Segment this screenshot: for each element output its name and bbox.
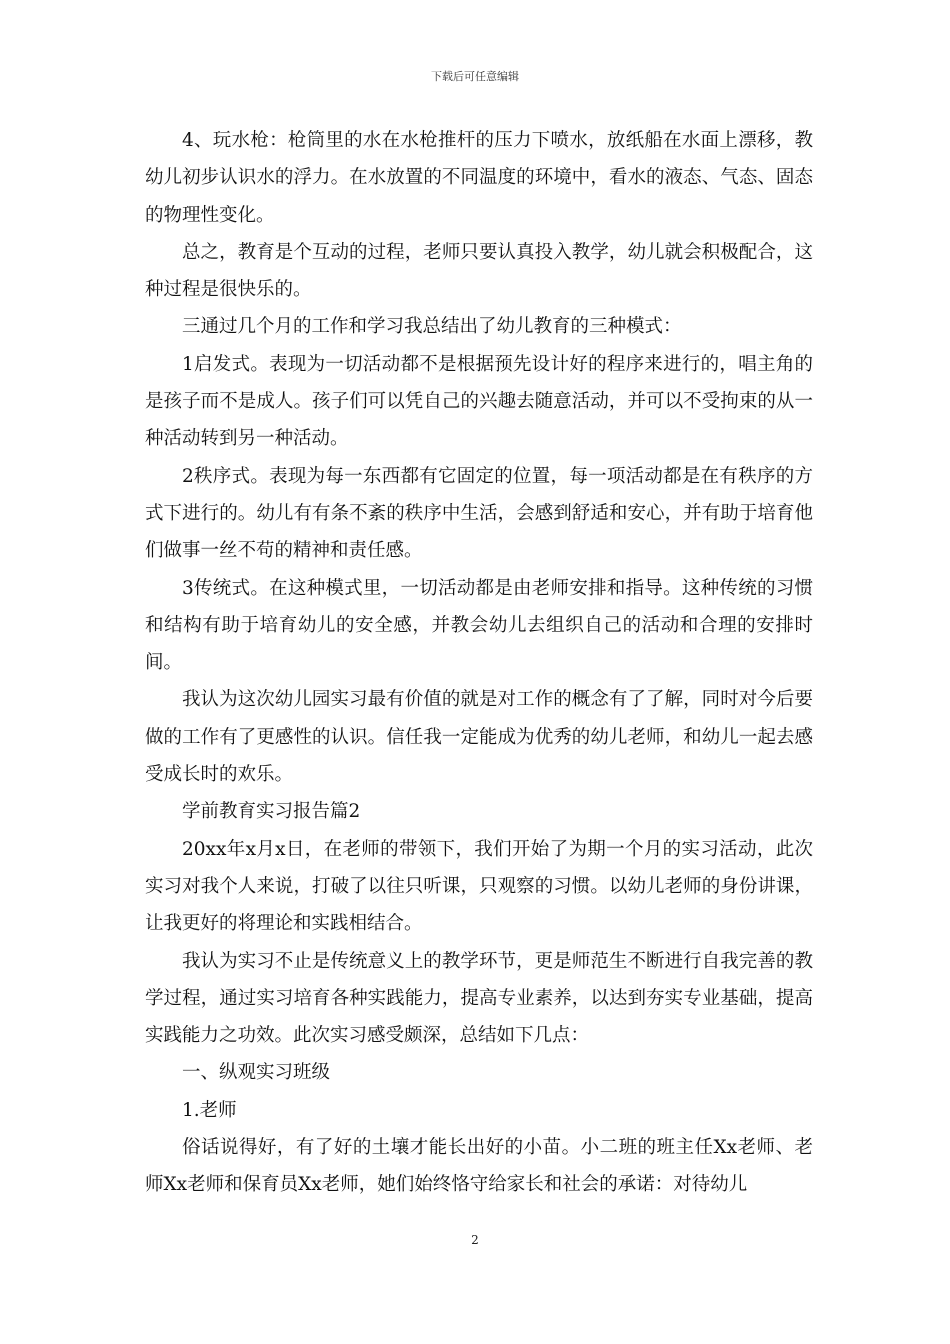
heading-teachers: 1.老师 xyxy=(182,1099,237,1121)
paragraph-heuristic-mode: 1启发式。表现为一切活动都不是根据预先设计好的程序来进行的，唱主角的是孩子而不是成人。孩子们可以凭自己的兴趣去随意活动，并可以不受拘束的从一种活动转到另一种活动。 xyxy=(145,353,813,450)
paragraph-internship-start: 20xx年x月x日，在老师的带领下，我们开始了为期一个月的实习活动，此次实习对我个人来说，打破了以往只听课，只观察的习惯。以幼儿老师的身份讲课，让我更好的将理论和实践相结合。 xyxy=(145,838,813,935)
paragraph-water-gun: 4、玩水枪：枪筒里的水在水枪推杆的压力下喷水，放纸船在水面上漂移，教幼儿初步认识水的浮力。在水放置的不同温度的环境中，看水的液态、气态、固态的物理性变化。 xyxy=(145,130,813,226)
paragraph-value: 我认为这次幼儿园实习最有价值的就是对工作的概念有了了解，同时对今后要做的工作有了更感性的认识。信任我一定能成为优秀的幼儿老师，和幼儿一起去感受成长时的欢乐。 xyxy=(145,689,813,786)
page-number: 2 xyxy=(471,1233,479,1247)
section-title-report-2: 学前教育实习报告篇2 xyxy=(182,801,361,823)
paragraph-order-mode: 2秩序式。表现为每一东西都有它固定的位置，每一项活动都是在有秩序的方式下进行的。幼儿有有条不紊的秩序中生活，会感到舒适和安心，并有助于培育他们做事一丝不苟的精神和责任感。 xyxy=(145,465,813,562)
paragraph-three-modes: 三通过几个月的工作和学习我总结出了幼儿教育的三种模式： xyxy=(182,316,682,338)
paragraph-internship-meaning: 我认为实习不止是传统意义上的教学环节，更是师范生不断进行自我完善的教学过程，通过实习培育各种实践能力，提高专业素养，以达到夯实专业基础，提高实践能力之功效。此次实习感受颇深，总结如下几点： xyxy=(145,950,813,1047)
document-body xyxy=(145,122,813,1204)
paragraph-teachers: 俗话说得好，有了好的土壤才能长出好的小苗。小二班的班主任Xx老师、老师Xx老师和保育员Xx老师，她们始终恪守给家长和社会的承诺：对待幼儿 xyxy=(145,1137,813,1196)
paragraph-traditional-mode: 3传统式。在这种模式里，一切活动都是由老师安排和指导。这种传统的习惯和结构有助于培育幼儿的安全感，并教会幼儿去组织自己的活动和合理的安排时间。 xyxy=(145,577,813,674)
paragraph-summary: 总之，教育是个互动的过程，老师只要认真投入教学，幼儿就会积极配合，这种过程是很快乐的。 xyxy=(145,241,813,301)
heading-class-overview: 一、纵观实习班级 xyxy=(182,1062,331,1084)
page-header: 下载后可任意编辑 xyxy=(431,70,519,83)
